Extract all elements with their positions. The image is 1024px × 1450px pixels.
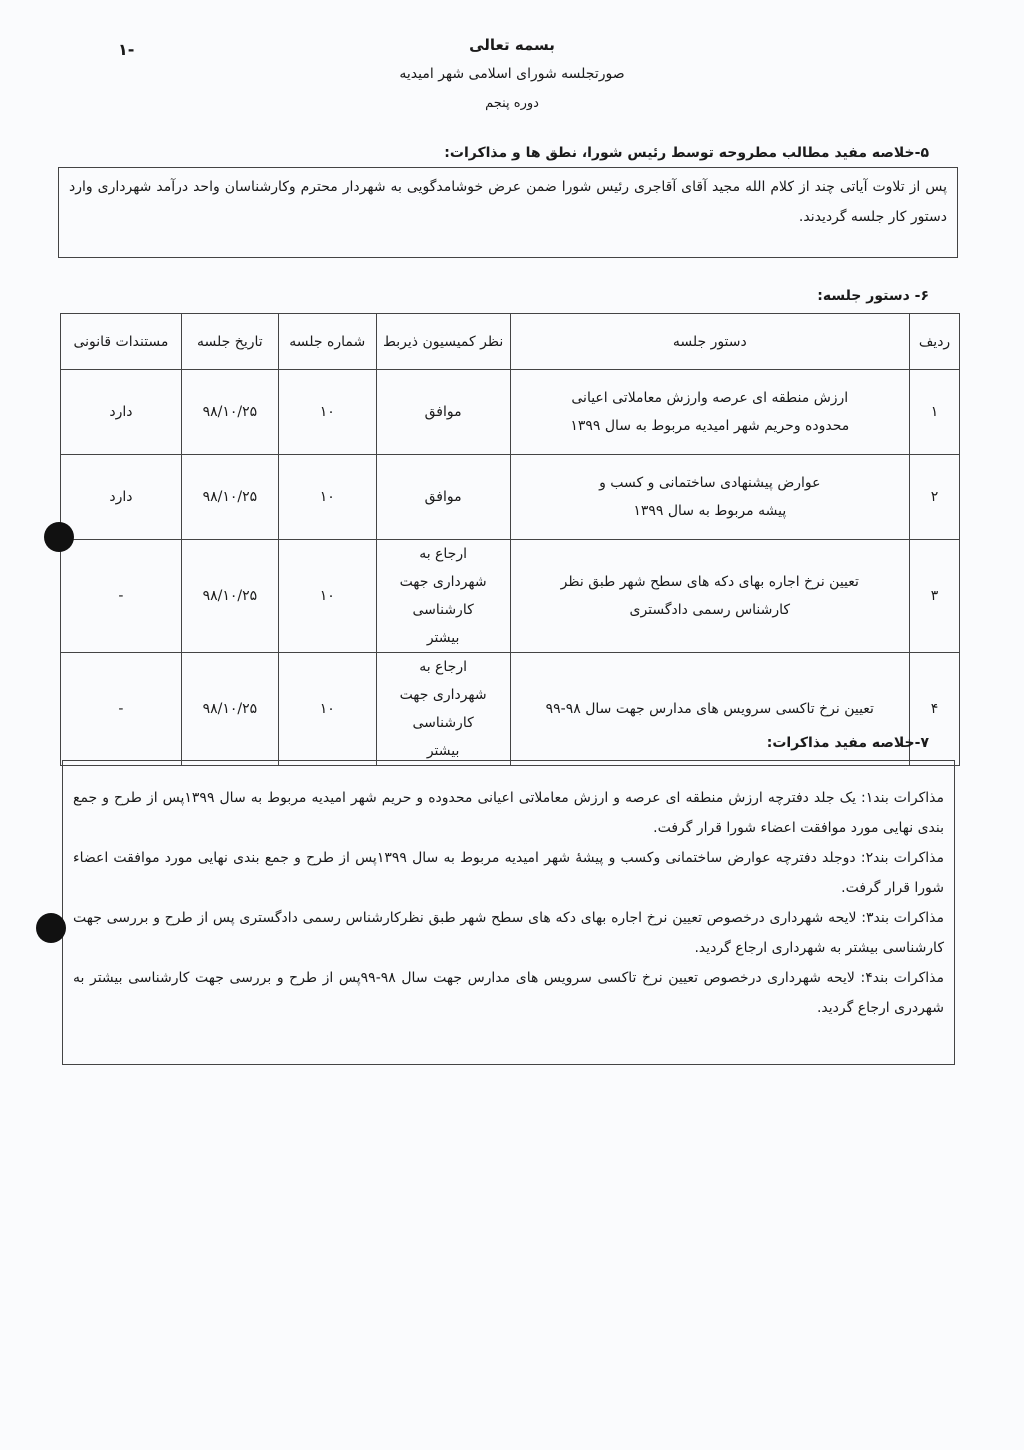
document-subtitle: دوره پنجم <box>485 96 539 111</box>
column-header: ردیف <box>910 314 960 370</box>
agenda-item: عوارض پیشنهادی ساختمانی و کسب و پیشه مربوط به سال ۱۳۹۹ <box>510 455 909 540</box>
table-row <box>61 370 960 455</box>
discussion-paragraph: مذاکرات بند۲: دوجلد دفترچه عوارض ساختمانی وکسب و پیشهٔ شهر امیدیه مربوط به سال ۱۳۹۹پس از طرح و جمع بندی نهایی مورد موافقت اعضاء شورا قرار گرفت. <box>73 850 944 896</box>
section5-text: پس از تلاوت آیاتی چند از کلام الله مجید آقای آقاجری رئیس شورا ضمن عرض خوشامدگویی به شهردار محترم وکارشناسان واحد درآمد شهرداری وارد دستور کار جلسه گردیدند. <box>69 179 947 225</box>
column-header: مستندات قانونی <box>61 314 182 370</box>
column-header: نظر کمیسیون ذیربط <box>376 314 510 370</box>
commission-opinion: موافق <box>376 455 510 540</box>
row-number: ۳ <box>910 540 960 653</box>
agenda-item: تعیین نرخ اجاره بهای دکه های سطح شهر طبق نظر کارشناس رسمی دادگستری <box>510 540 909 653</box>
commission-opinion: ارجاع به شهرداری جهت کارشناسی بیشتر <box>376 653 510 766</box>
table-row <box>61 455 960 540</box>
document-title: صورتجلسه شورای اسلامی شهر امیدیه <box>399 66 625 82</box>
column-header: شماره جلسه <box>278 314 376 370</box>
section7-heading: ۷-خلاصه مفید مذاکرات: <box>766 735 929 751</box>
column-header: دستور جلسه <box>510 314 909 370</box>
agenda-item: ارزش منطقه ای عرصه وارزش معاملاتی اعیانی محدوده وحریم شهر امیدیه مربوط به سال ۱۳۹۹ <box>510 370 909 455</box>
discussion-paragraph: مذاکرات بند۱: یک جلد دفترچه ارزش منطقه ای عرصه و ارزش معاملاتی اعیانی محدوده و حریم شهر امیدیه مربوط به سال ۱۳۹۹پس از طرح و جمع بندی نهایی مورد موافقت اعضاء شورا قرار گرفت. <box>73 790 944 836</box>
legal-documents: - <box>61 540 182 653</box>
session-number: ۱۰ <box>278 455 376 540</box>
row-number: ۱ <box>910 370 960 455</box>
section7-box <box>62 760 955 1065</box>
table-header-row <box>61 314 960 370</box>
session-date: ۹۸/۱۰/۲۵ <box>181 370 278 455</box>
discussion-paragraph: مذاکرات بند۴: لایحه شهرداری درخصوص تعیین نرخ تاکسی سرویس های مدارس جهت سال ۹۸-۹۹پس از طرح و بررسی جهت کارشناسی بیشتر به شهردری ارجاع گردید. <box>73 970 944 1016</box>
legal-documents: دارد <box>61 370 182 455</box>
discussion-paragraph: مذاکرات بند۳: لایحه شهرداری درخصوص تعیین نرخ اجاره بهای دکه های سطح شهر طبق نظرکارشناس رسمی دادگستری پس از طرح و بررسی جهت کارشناسی بیشتر به شهرداری ارجاع گردید. <box>73 910 944 956</box>
row-number: ۴ <box>910 653 960 766</box>
session-date: ۹۸/۱۰/۲۵ <box>181 455 278 540</box>
section5-heading: ۵-خلاصه مفید مطالب مطروحه توسط رئیس شورا، نطق ها و مذاکرات: <box>444 145 929 161</box>
session-date: ۹۸/۱۰/۲۵ <box>181 540 278 653</box>
column-header: تاریخ جلسه <box>181 314 278 370</box>
section6-heading: ۶- دستور جلسه: <box>817 288 929 304</box>
header-invocation: بسمه تعالی <box>469 36 555 54</box>
table-row <box>61 540 960 653</box>
session-number: ۱۰ <box>278 540 376 653</box>
punch-hole <box>44 522 74 552</box>
commission-opinion: موافق <box>376 370 510 455</box>
row-number: ۲ <box>910 455 960 540</box>
section5-box <box>58 167 958 258</box>
punch-hole <box>36 913 66 943</box>
session-date: ۹۸/۱۰/۲۵ <box>181 653 278 766</box>
legal-documents: دارد <box>61 455 182 540</box>
commission-opinion: ارجاع به شهرداری جهت کارشناسی بیشتر <box>376 540 510 653</box>
page-number: ١- <box>118 40 135 59</box>
session-number: ۱۰ <box>278 370 376 455</box>
agenda-item: تعیین نرخ تاکسی سرویس های مدارس جهت سال ۹۸-۹۹ <box>510 653 909 766</box>
session-number: ۱۰ <box>278 653 376 766</box>
agenda-table <box>60 313 960 766</box>
legal-documents: - <box>61 653 182 766</box>
